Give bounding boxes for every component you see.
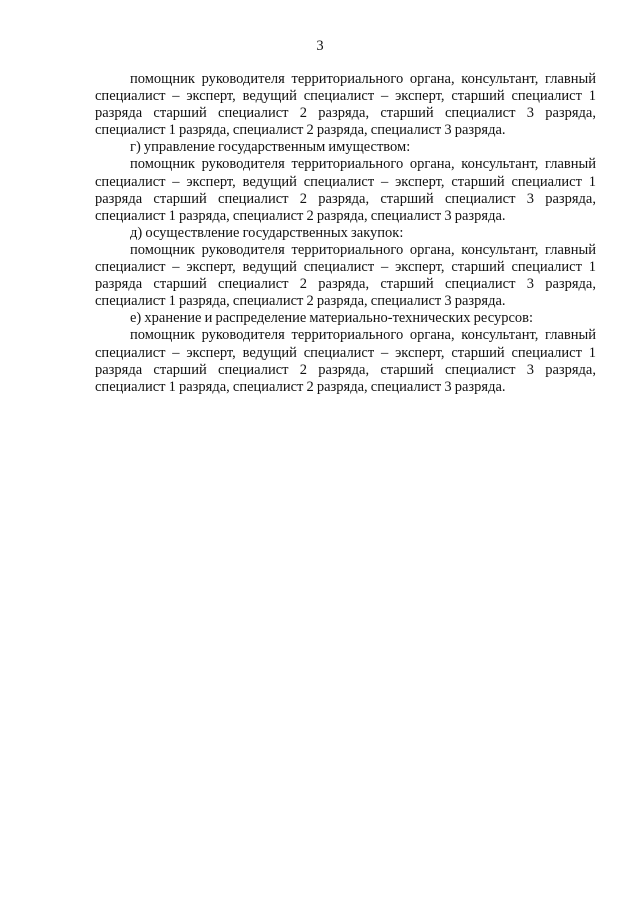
section-heading-g: г) управление государственным имуществом: — [130, 139, 411, 156]
paragraph-positions-2: помощник руководителя территориального органа, консультант, главный специалист – эксперт, ведущий специалист – эксперт, старший специалист 1 разряда старший специалист 2 разряда, старший специалист 3 разряда, специалист 1 разряда, специалист 2 разряда, специалист 3 разряда. — [95, 156, 596, 224]
paragraph-positions-3: помощник руководителя территориального органа, консультант, главный специалист – эксперт, ведущий специалист – эксперт, старший специалист 1 разряда старший специалист 2 разряда, старший специалист 3 разряда, специалист 1 разряда, специалист 2 разряда, специалист 3 разряда. — [95, 241, 596, 310]
paragraph-positions-4: помощник руководителя территориального органа, консультант, главный специалист – эксперт, ведущий специалист – эксперт, старший специалист 1 разряда старший специалист 2 разряда, старший специалист 3 разряда, специалист 1 разряда, специалист 2 разряда, специалист 3 разряда. — [95, 327, 596, 395]
document-body — [95, 71, 596, 396]
paragraph-positions-1: помощник руководителя территориального органа, консультант, главный специалист – эксперт, ведущий специалист – эксперт, старший специалист 1 разряда старший специалист 2 разряда, старший специалист 3 разряда, специалист 1 разряда, специалист 2 разряда, специалист 3 разряда. — [95, 71, 596, 139]
section-heading-e: е) хранение и распределение материально-технических ресурсов: — [130, 310, 534, 327]
page-number: 3 — [316, 38, 324, 54]
section-heading-d: д) осуществление государственных закупок: — [130, 224, 404, 241]
